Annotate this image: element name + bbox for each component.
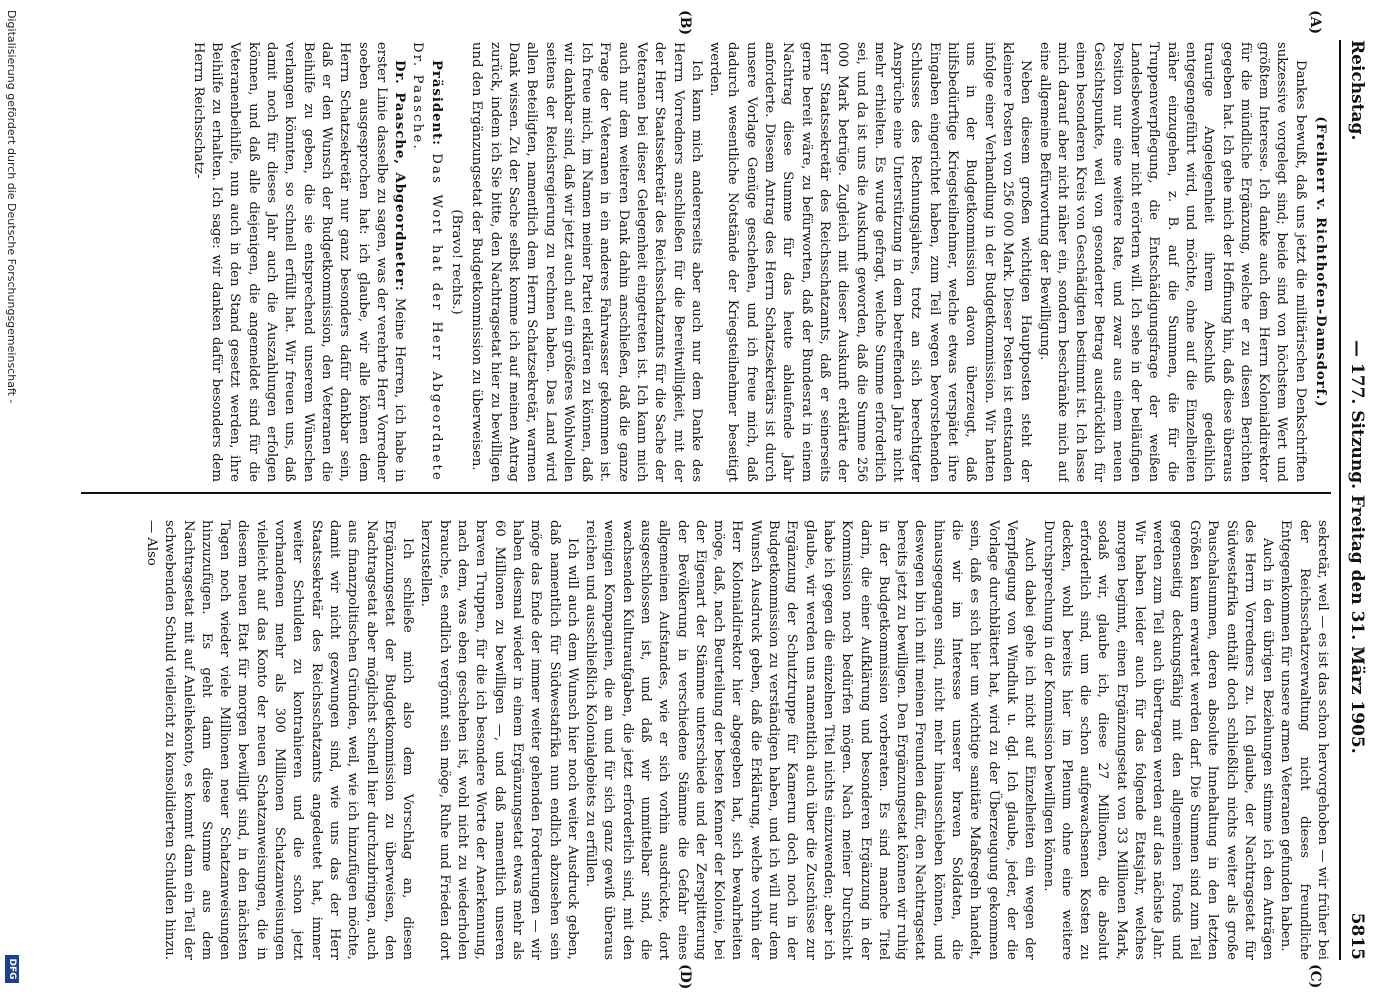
header-title: Reichstag.: [1347, 40, 1367, 141]
paragraph: Ich schließe mich also dem Vorschlag an, diesen Ergänzungsetat der Budgetkommission zu überweisen, den Nachtragsetat aber möglichst schnell hier durchzubringen, auch aus finanzpolitischen Gründen, weil, wie ich hinzufügen möchte, damit wir nicht gezwungen sind, wie uns das der Herr Staatssekretär des Reichsschatzamts angedeutet hat, immer weiter Schulden zu kontrahieren und die schon jetzt vorhandenen mehr als 300 Millionen Schatzanweisungen vielleicht auf das Konto der neuen Schatzanweisungen, die in diesem neuen Etat für morgen bewilligt sind, in den nächsten Tagen noch wieder viele Millionen neuer Schatzanweisungen hinzuzufügen. Es geht dann diese Summe aus dem Nachtragsetat mit auf Anleihekonto, es kommt dann ein Teil der schwebenden Schuld vielleicht zu konsolidierten Schulden hinzu. — Also: [144, 520, 416, 960]
paasche-paragraph: [189, 42, 409, 482]
paragraph: Auch dabei gehe ich nicht auf Einzelheiten ein wegen der Verpflegung von Windhuk u. dgl. Ich glaube, jeder, der die Vorlage durchblättert hat, wird zu der Überzeugung gekommen sein, daß es sich hier um wichtige sanitäre Maßregeln handelt, die wir im Interesse unserer braven Soldaten, die hinausgegangen sind, nicht mehr hinausschieben können, und deswegen bin ich mit meinen Freunden dafür, den Nachtragsetat bereits jetzt zu bewilligen. Den Ergänzungsetat können wir ruhig in der Budgetkommission vorberaten. Es sind manche Titel darin, die einer Aufklärung und besonderen Ergänzung in der Kommission noch bedürfen mögen. Nach meiner Durchsicht habe ich gegen die einzelnen Titel nichts einzuwenden; aber ich glaube, wir werden uns namentlich auch über die Zuschüsse zur Ergänzung der Schutztruppe für Kamerun doch noch in der Budgetkommission zu verständigen haben, und ich will nur dem Wunsch Ausdruck geben, daß die Erklärung, welche vorhin der Herr Kolonialdirektor hier abgegeben hat, sich bewahrheiten möge, daß, nach Beurteilung der besten Kenner der Kolonie, bei der Eigenart der Stämme unterschiede und der Zersplitterung der Bevölkerung in verschiedene Stämme die Gefahr eines allgemeinen Aufstandes, wie er sich vorhin ausdrückte, dort ausgeschlossen ist, und daß wir unmittelbar sind, die wachsenden Kulturaufgaben, die jetzt erforderlich sind, mit den wenigen Kompagnien, die an und für sich ganz gewiß überaus reichen und ausschließlich Kolonialgebiets zu erfüllen.: [583, 520, 1038, 960]
paragraph: Dankes bewußt, daß uns jetzt die militärischen Denkschriften sukzessive vorgelegt sind; beide sind von höchstem Wert und größtem Interesse. Ich danke auch dem Herrn Kolonialdirektor für die mündliche Ergänzung, welche er zu diesen Berichten gegeben hat. Ich gehe mich der Hoffnung hin, daß diese überaus traurige Angelegenheit ihrem Abschluß gedeihlich entgegengeführt wird, und möchte, ohne auf die Einzelheiten näher einzugehen, z. B. auf die Summen, die für die Truppenverpflegung, die Entschädigungsfrage der weißen Landesbewohner nicht erörtern will. Ich sehe in der beiläufigen Position nur eine weitere Rate, und zwar aus einem neuen Gesichtspunkte, weil von gesonderter Betrag ausdrücklich für einen besonderen Kreis von Geschädigten bestimmt ist. Ich lasse mich darauf aber nicht näher ein, sondern beschränke mich auf eine allgemeine Befürwortung der Bewilligung.: [1036, 42, 1308, 482]
paragraph: Neben diesem großen wichtigen Hauptposten steht der kleinere Posten von 256 000 Mark. Dieser Posten ist entstanden infolge einer Verhandlung in der Budgetkommission. Wir hatten uns in der Budgetkommission davon überzeugt, daß hilfsbedürftige Kriegsteilnehmer, welche etwas verspätet ihre Eingaben eingerichtet haben, zum Teil wegen bevorstehenden Schlusses des Rechnungsjahres, trotz an sich berechtigter Ansprüche eine Unterstützung in dem betreffenden Jahre nicht mehr erhielten. Es wurde gefragt, welche Summe erforderlich sei, und da ist uns die Auskunft geworden, daß die Summe 256 000 Mark betrüge. Zugleich mit dieser Auskunft erklärte der Herr Staatssekretär des Reichsschatzamts, daß er seinerseits gerne bereit wäre, zu befürworten, daß der Bundesrat in einem Nachtrag diese Summe für das heute ablaufende Jahr anforderte. Diesem Antrag des Herrn Schatzsekretärs ist durch unsere Vorlage Genüge geschehen, und ich freue mich, daß dadurch wesentliche Notstände der Kriegsteilnehmer beseitigt werden.: [707, 42, 1034, 482]
header-session-date: — 177. Sitzung. Freitag den 31. März 1905.: [1347, 340, 1367, 754]
margin-mark-a: (A): [1307, 10, 1323, 35]
digitization-footer: [1, 0, 21, 1000]
speaker-line: (Freiherr v. Richthofen-Damsdorf.): [1313, 116, 1328, 408]
paasche-text: Meine Herren, ich habe in erster Linie dasselbe zu sagen, was der verehrte Herr Vorredner soeben ausgesprochen hat: ich glaube, wir alle können dem Herrn Schatzsekretär nur ganz besonders dafür dankbar sein, daß er den Wunsch der Budgetkommission, den Veteranen die Beihilfe zu geben, die sie entsprechend unserem Wünschen verlangen könnten, so schnell erfüllt hat. Wir freuen uns, daß damit noch für dieses Jahr auch die Auszahlungen erfolgen können, und daß alle diejenigen, die angemeldet sind für die Veteranenbeihilfe, nun auch in den Stand gesetzt werden, ihre Beihilfe zu erhalten. Ich sage: wir danken dafür besonders dem Herrn Reichsschatz-: [190, 42, 408, 482]
president-text: Das Wort hat der Herr Abgeordnete Dr. Paasche.: [410, 42, 444, 482]
dfg-logo: DFG: [5, 955, 19, 983]
paragraph: sekretär, weil — es ist das schon hervorgehoben — wir früher bei der Reichsschatzverwaltung nicht dieses freundliche Entgegenkommen für unsere armen Veteranen gefunden haben.: [1278, 520, 1330, 960]
margin-mark-b: (B): [677, 10, 693, 36]
footer-text: Digitalisierung gefördert durch die Deutsche Forschungsgemeinschaft -: [5, 10, 18, 404]
column-divider: [81, 492, 1331, 494]
bravo-note: (Bravo! rechts.): [449, 209, 465, 315]
page-number: 5815: [1347, 912, 1367, 960]
paragraph: Ich will auch dem Wunsch hier noch weiter Ausdruck geben, daß namentlich für Südwestafrika nun endlich abzusehen sein möge das Ende der immer weiter gehenden Forderungen — wir haben diesmal wieder in einem Ergänzungsetat etwas mehr als 60 Millionen zu bewilligen —, und daß namentlich unseren braven Truppen, für die ich besondere Worte der Anerkennung, nach dem, was eben geschehen ist, wohl nicht zu wiederholen brauche, es endlich vergönnt sein möge, Ruhe und Frieden dort herzustellen.: [418, 520, 580, 960]
paragraph: Auch in den übrigen Beziehungen stimme ich den Anträgen des Herrn Vorredners zu. Ich glaube, der Nachtragsetat für Südwestafrika enthält doch schließlich nichts weiter als große Pauschalsummen, deren absolute Innehaltung in den letzten Größen kaum erwartet werden darf. Die Summen sind zum Teil gegenseitig deckungsfähig mit den allgemeinen Fonds und werden zum Teil auch übertragen werden auf das nächste Jahr. Wir haben leider auch für das folgende Etatsjahr, welches morgen beginnt, einen Ergänzungsetat von 33 Millionen Mark, sodaß wir, glaube ich, diese 27 Millionen, die absolut erforderlich sind, um die schon aufgewachsenen Kosten zu decken, wohl bereits hier im Plenum ohne eine weitere Durchsprechung in der Kommission bewilligen können.: [1040, 520, 1276, 960]
margin-mark-c: (C): [1307, 964, 1323, 989]
right-column: [61, 520, 1331, 960]
president-label: Präsident:: [428, 60, 444, 147]
page-header: [1339, 40, 1371, 960]
paragraph: Ich kann mich andererseits aber auch nur dem Danke des Herrn Vorredners anschließen für die Bereitwilligkeit, mit der der Herr Staatssekretär des Reichsschatzamts für die Sache der Veteranen bei dieser Gelegenheit eingetreten ist. Ich kann mich auch nur dem weiteren Dank dahin anschließen, daß die ganze Frage der Veteranen in ein anderes Fahrwasser gekommen ist. Ich freue mich, im Namen meiner Partei erklären zu können, daß wir dankbar sind, daß wir jetzt auch auf ein größeres Wohlwollen seitens der Reichsregierung zu rechnen haben. Das Land wird allen Beteiligten, namentlich dem Herrn Schatzsekretär, warmen Dank wissen. Zu der Sache selbst komme ich auf meinen Antrag zurück, indem ich Sie bitte, den Nachtragsetat hier zu bewilligen und den Ergänzungsetat der Budgetkommission zu überweisen.: [469, 42, 704, 482]
left-column: [61, 42, 1331, 482]
paasche-label: Dr. Paasche, Abgeordneter:: [392, 60, 408, 292]
president-paragraph: [408, 42, 445, 482]
margin-mark-d: (D): [677, 964, 693, 990]
